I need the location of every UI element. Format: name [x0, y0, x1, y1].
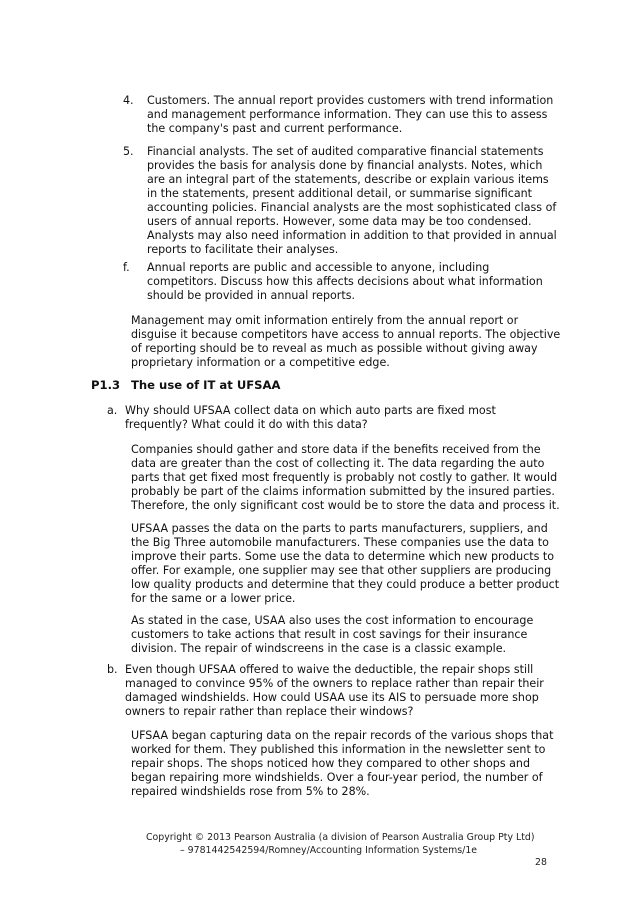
text-line: users of annual reports. However, some data may be too condensed. [147, 215, 532, 228]
section-title: The use of IT at UFSAA [131, 378, 281, 392]
text-line: parts that get fixed most frequently is probably not costly to gather. It would [131, 471, 558, 484]
text-line: Customers. The annual report provides customers with trend information [147, 94, 554, 107]
text-line: Therefore, the only significant cost would be to store the data and process it. [131, 499, 560, 512]
text-line: UFSAA passes the data on the parts to parts manufacturers, suppliers, and [131, 522, 548, 535]
text-line: division. The repair of windscreens in the case is a classic example. [131, 642, 507, 655]
text-line: managed to convince 95% of the owners to replace rather than repair their [125, 677, 544, 690]
text-line: UFSAA began capturing data on the repair records of the various shops that [131, 729, 554, 742]
footer-isbn: – 9781442542594/Romney/Accounting Information Systems/1e [180, 845, 478, 856]
text-line: should be provided in annual reports. [147, 289, 356, 302]
text-line: Annual reports are public and accessible to anyone, including [147, 261, 490, 274]
list-marker: f. [123, 261, 130, 274]
text-line: disguise it because competitors have access to annual reports. The objective [131, 328, 561, 341]
text-line: Financial analysts. The set of audited comparative financial statements [147, 145, 544, 158]
footer-copyright: Copyright © 2013 Pearson Australia (a division of Pearson Australia Group Pty Ltd) [146, 832, 535, 843]
question-marker: a. [107, 404, 118, 417]
text-line: repaired windshields rose from 5% to 28%. [131, 785, 370, 798]
list-marker: 5. [123, 145, 134, 158]
question-marker: b. [107, 663, 118, 676]
text-line: improve their parts. Some use the data to determine which new products to [131, 550, 555, 563]
text-line: in the statements, present additional detail, or summarise significant [147, 187, 533, 200]
text-line: low quality products and determine that they could produce a better product [131, 578, 560, 591]
text-line: customers to take actions that result in cost savings for their insurance [131, 628, 528, 641]
text-line: proprietary information or a competitive edge. [131, 356, 390, 369]
text-line: data are greater than the cost of collecting it. The data regarding the auto [131, 457, 545, 470]
text-line: offer. For example, one supplier may see that other suppliers are producing [131, 564, 552, 577]
text-line: probably be part of the claims information submitted by the insured parties. [131, 485, 555, 498]
list-marker: 4. [123, 94, 134, 107]
text-line: worked for them. They published this information in the newsletter sent to [131, 743, 546, 756]
text-line: damaged windshields. How could USAA use its AIS to persuade more shop [125, 691, 539, 704]
text-line: Even though UFSAA offered to waive the deductible, the repair shops still [125, 663, 534, 676]
text-line: of reporting should be to reveal as much as possible without giving away [131, 342, 538, 355]
text-line: Why should UFSAA collect data on which auto parts are fixed most [125, 404, 496, 417]
section-number: P1.3 [91, 378, 121, 392]
text-line: for the same or a lower price. [131, 592, 296, 605]
text-line: began repairing more windshields. Over a four-year period, the number of [131, 771, 543, 784]
text-line: Analysts may also need information in addition to that provided in annual [147, 229, 557, 242]
text-line: and management performance information. They can use this to assess [147, 108, 548, 121]
text-line: As stated in the case, USAA also uses the cost information to encourage [131, 614, 534, 627]
text-line: accounting policies. Financial analysts are the most sophisticated class of [147, 201, 557, 214]
page-number: 28 [535, 857, 547, 868]
text-line: repair shops. The shops noticed how they compared to other shops and [131, 757, 530, 770]
text-line: the Big Three automobile manufacturers. These companies use the data to [131, 536, 549, 549]
text-line: competitors. Discuss how this affects decisions about what information [147, 275, 543, 288]
text-line: owners to repair rather than replace their windows? [125, 705, 414, 718]
text-line: Management may omit information entirely from the annual report or [131, 314, 519, 327]
text-line: are an integral part of the statements, describe or explain various items [147, 173, 549, 186]
text-line: the company's past and current performance. [147, 122, 403, 135]
text-line: reports to facilitate their analyses. [147, 243, 339, 256]
text-line: provides the basis for analysis done by financial analysts. Notes, which [147, 159, 543, 172]
text-line: Companies should gather and store data if the benefits received from the [131, 443, 541, 456]
text-line: frequently? What could it do with this data? [125, 418, 368, 431]
